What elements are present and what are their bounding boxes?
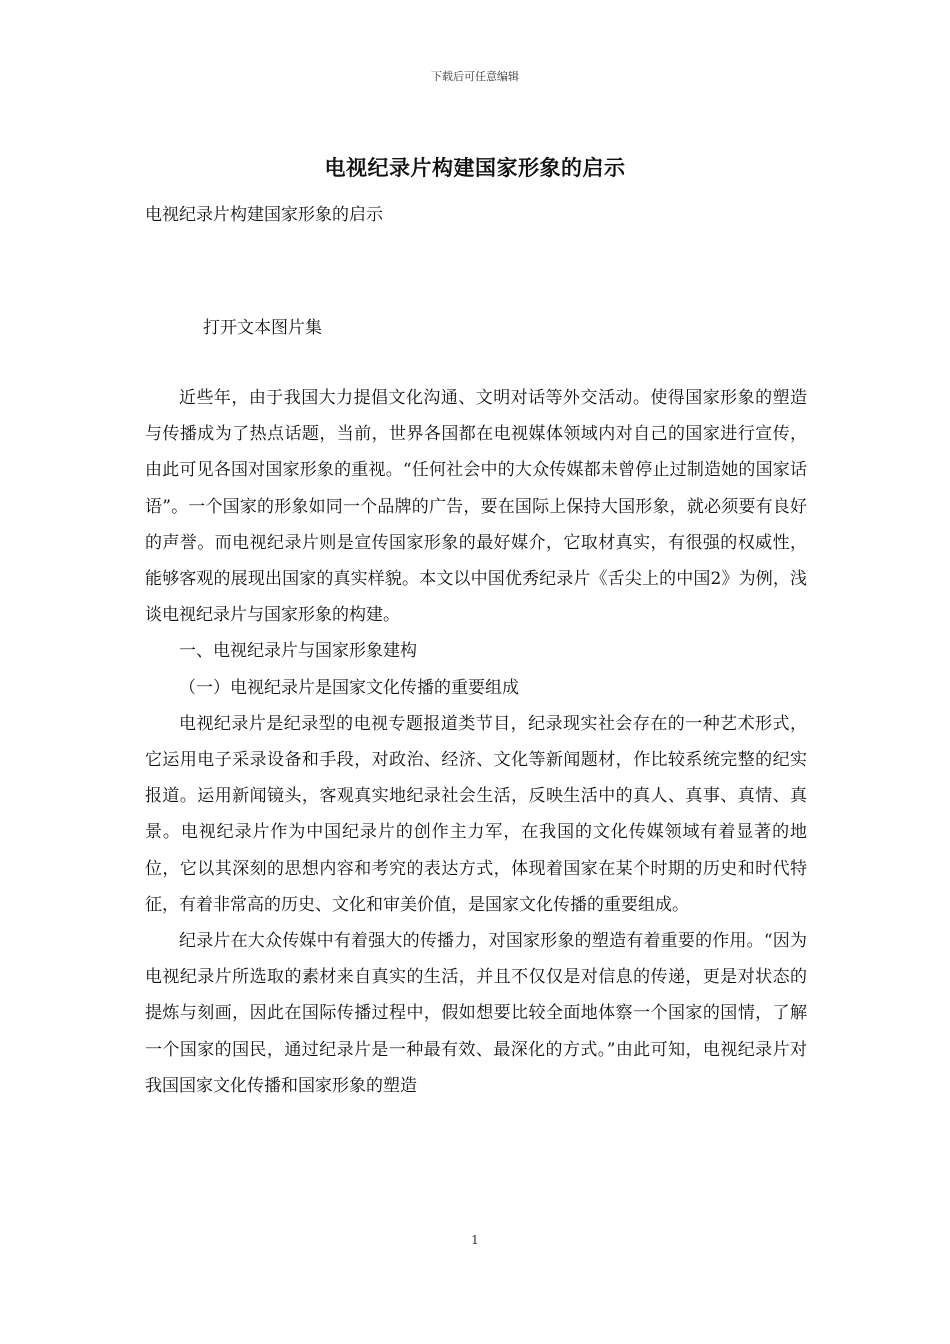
open-image-gallery-link[interactable]: 打开文本图片集: [203, 318, 322, 338]
document-title: 电视纪录片构建国家形象的启示: [324, 155, 626, 180]
paragraph-influence: 纪录片在大众传媒中有着强大的传播力，对国家形象的塑造有着重要的作用。“因为电视纪录片所选取的素材来自真实的生活，并且不仅仅是对信息的传递，更是对状态的提炼与刻画，因此在国际传播过程中，假如想要比较全面地体察一个国家的国情，了解一个国家的国民，通过纪录片是一种最有效、最深化的方式。”由此可知，电视纪录片对我国国家文化传播和国家形象的塑造: [145, 931, 807, 1096]
paragraph-definition: 电视纪录片是纪录型的电视专题报道类节目，纪录现实社会存在的一种艺术形式，它运用电子采录设备和手段，对政治、经济、文化等新闻题材，作比较系统完整的纪实报道。运用新闻镜头，客观真实地纪录社会生活，反映生活中的真人、真事、真情、真景。电视纪录片作为中国纪录片的创作主力军，在我国的文化传媒领域有着显著的地位，它以其深刻的思想内容和考究的表达方式，体现着国家在某个时期的历史和时代特征，有着非常高的历史、文化和审美价值，是国家文化传播的重要组成。: [145, 713, 807, 915]
page-number: 1: [471, 1233, 479, 1247]
header-note: 下载后可任意编辑: [431, 70, 519, 83]
paragraph-intro: 近些年，由于我国大力提倡文化沟通、文明对话等外交活动。使得国家形象的塑造与传播成为了热点话题，当前，世界各国都在电视媒体领域内对自己的国家进行宣传，由此可见各国对国家形象的重视。“任何社会中的大众传媒都未曾停止过制造她的国家话语”。一个国家的形象如同一个品牌的广告，要在国际上保持大国形象，就必须要有良好的声誉。而电视纪录片则是宣传国家形象的最好媒介，它取材真实，有很强的权威性，能够客观的展现出国家的真实样貌。本文以中国优秀纪录片《舌尖上的中国2》为例，浅谈电视纪录片与国家形象的构建。: [145, 388, 807, 626]
section-heading-1: 一、电视纪录片与国家形象建构: [179, 641, 417, 662]
article-body: [145, 380, 807, 1104]
subsection-heading-1: （一）电视纪录片是国家文化传播的重要组成: [179, 677, 519, 698]
document-subtitle: 电视纪录片构建国家形象的启示: [145, 205, 383, 225]
